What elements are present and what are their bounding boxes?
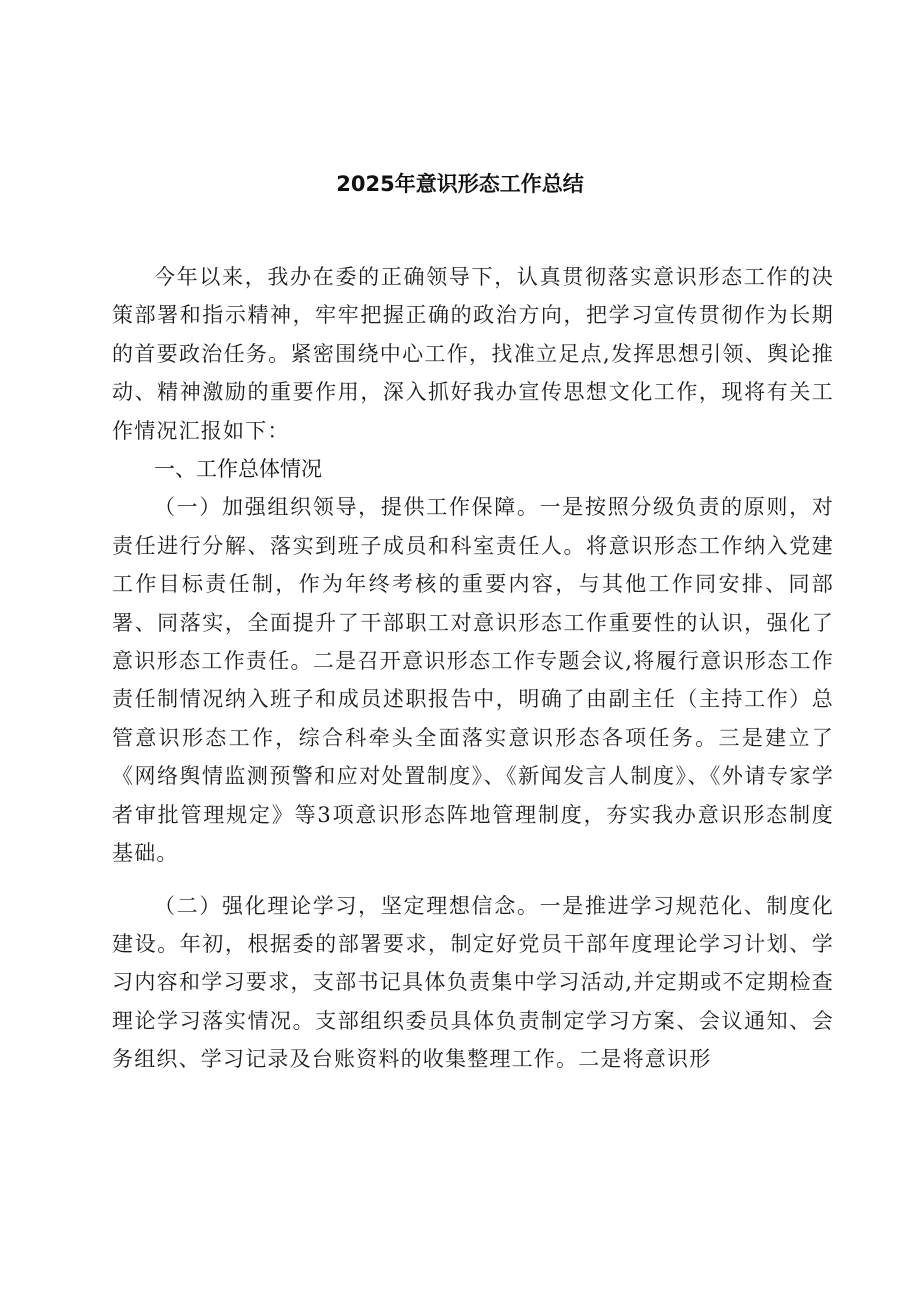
intro-paragraph: 今年以来，我办在委的正确领导下，认真贯彻落实意识形态工作的决策部署和指示精神，牢牢把握正确的政治方向，把学习宣传贯彻作为长期的首要政治任务。紧密围绕中心工作，找准立足点,发挥思想引领、舆论推动、精神激励的重要作用，深入抓好我办宣传思想文化工作，现将有关工作情况汇报如下： xyxy=(112,265,834,443)
paragraph-theory-study: （二）强化理论学习，坚定理想信念。一是推进学习规范化、制度化建设。年初，根据委的部署要求，制定好党员干部年度理论学习计划、学习内容和学习要求，支部书记具体负责集中学习活动,并定期或不定期检查理论学习落实情况。支部组织委员具体负责制定学习方案、会议通知、会务组织、学习记录及台账资料的收集整理工作。二是将意识形 xyxy=(112,893,834,1072)
document-title: 2025年意识形态工作总结 xyxy=(336,172,584,196)
section-heading: 一、工作总体情况 xyxy=(154,457,322,482)
paragraph-spacer xyxy=(112,873,834,887)
paragraph-organization: （一）加强组织领导，提供工作保障。一是按照分级负责的原则，对责任进行分解、落实到班子成员和科室责任人。将意识形态工作纳入党建工作目标责任制，作为年终考核的重要内容，与其他工作同安排、同部署、同落实，全面提升了干部职工对意识形态工作重要性的认识，强化了意识形态工作责任。二是召开意识形态工作专题会议,将履行意识形态工作责任制情况纳入班子和成员述职报告中，明确了由副主任（主持工作）总管意识形态工作，综合科牵头全面落实意识形态各项任务。三是建立了《网络舆情监测预警和应对处置制度》、《新闻发言人制度》、《外请专家学者审批管理规定》等3项意识形态阵地管理制度，夯实我办意识形态制度基础。 xyxy=(112,495,834,866)
document-body xyxy=(112,258,834,1079)
